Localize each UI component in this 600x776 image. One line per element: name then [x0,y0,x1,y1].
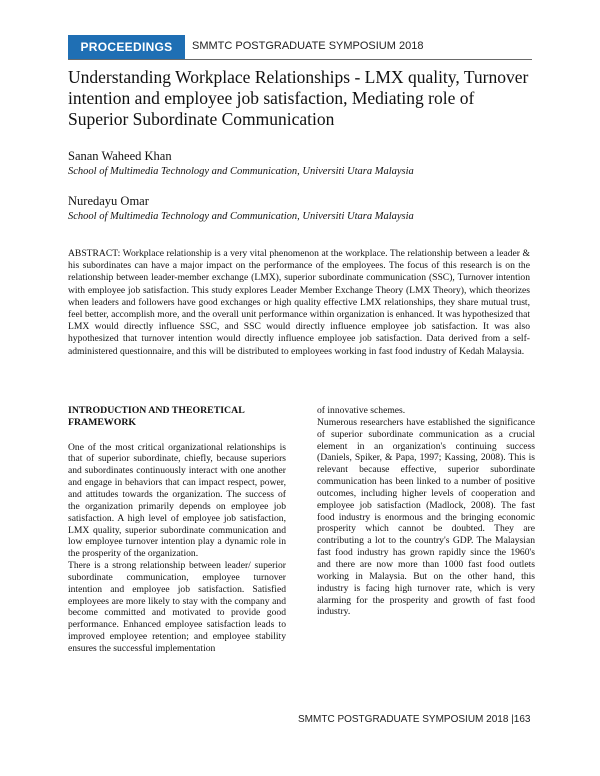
header-badge: PROCEEDINGS [68,35,185,60]
author-1-affiliation: School of Multimedia Technology and Communication, Universiti Utara Malaysia [68,166,414,177]
page-number: 163 [513,714,531,725]
abstract: ABSTRACT: Workplace relationship is a very vital phenomenon at the workplace. The relationship between a leader & his subordinates can have a major impact on the performance of the employees. The focus of this research is on the relationship between leader-member exchange (LMX), superior subordinate communication (SSC), Turnover intention with employee job satisfaction. This study explores Leader Member Exchange Theory (LMX Theory), which theorizes when leaders and followers have good exchanges or high quality effective LMX relationships, they share mutual trust, feel better, accomplish more, and the overall unit performance within organization is enhanced. It was hypothesized that LMX would directly influence SSC, and SSC would directly influence employee job satisfaction. It was also hypothesized that turnover intention would directly influence employee job satisfaction. Data derived from a self-administered questionnaire, and this will be distributed to employees working in fast food industry of Kedah Malaysia. [68,248,530,357]
left-paragraph-2: There is a strong relationship between leader/ superior subordinate communication, employee turnover intention and employee job satisfaction. Satisfied employees are more likely to stay with the company and become committed and motivated to provide good performance. Enhanced employee satisfaction leads to improved employee retention; and employee stability ensures the successful implementation [68,560,286,654]
header-event-name: SMMTC POSTGRADUATE SYMPOSIUM 2018 [192,40,424,52]
author-1-name: Sanan Waheed Khan [68,149,172,163]
author-2-name: Nuredayu Omar [68,194,149,208]
footer-separator: | [511,714,514,725]
section-heading: INTRODUCTION AND THEORETICAL FRAMEWORK [68,405,245,428]
left-paragraph-1: One of the most critical organizational relationships is that of superior subordinate, chiefly, because superiors and subordinates continuously interact with one another and engage in behaviors that can impact respect, power, and attitudes towards the organization. The success of the organization primarily depends on employee job satisfaction. A high level of employee job satisfaction, LMX quality, superior subordinate communication and low employee turnover intention play a dynamic role in the prosperity of the organization. [68,441,286,560]
author-2-affiliation: School of Multimedia Technology and Communication, Universiti Utara Malaysia [68,211,414,222]
header-divider [68,59,532,60]
right-paragraph-1: of innovative schemes. [317,405,406,416]
left-column [68,405,286,655]
right-paragraph-2: Numerous researchers have established the significance of superior subordinate communication as a crucial element in an organization's continuing success (Daniels, Spiker, & Papa, 1997; Kassing, 2008). This is relevant because effective, superior subordinate communication has been linked to a number of positive outcomes, including higher levels of cooperation and employee job satisfaction (Madlock, 2008). The fast food industry is enormous and the bringing economic prosperity which cannot be doubted. They are contributing a lot to the country's GDP. The Malaysian fast food industry has grown rapidly since the 1960's and there are now more than 1000 fast food outlets working in Malaysia. But on the other hand, this industry is facing high turnover rate, which is very alarming for the prosperity and growth of fast food industry. [317,416,535,618]
right-column [317,405,535,618]
footer-event-name: SMMTC POSTGRADUATE SYMPOSIUM 2018 [298,714,509,725]
paper-title: Understanding Workplace Relationships - LMX quality, Turnover intention and employee job satisfaction, Mediating role of Superior Subordinate Communication [68,67,529,129]
page-footer [298,714,530,725]
